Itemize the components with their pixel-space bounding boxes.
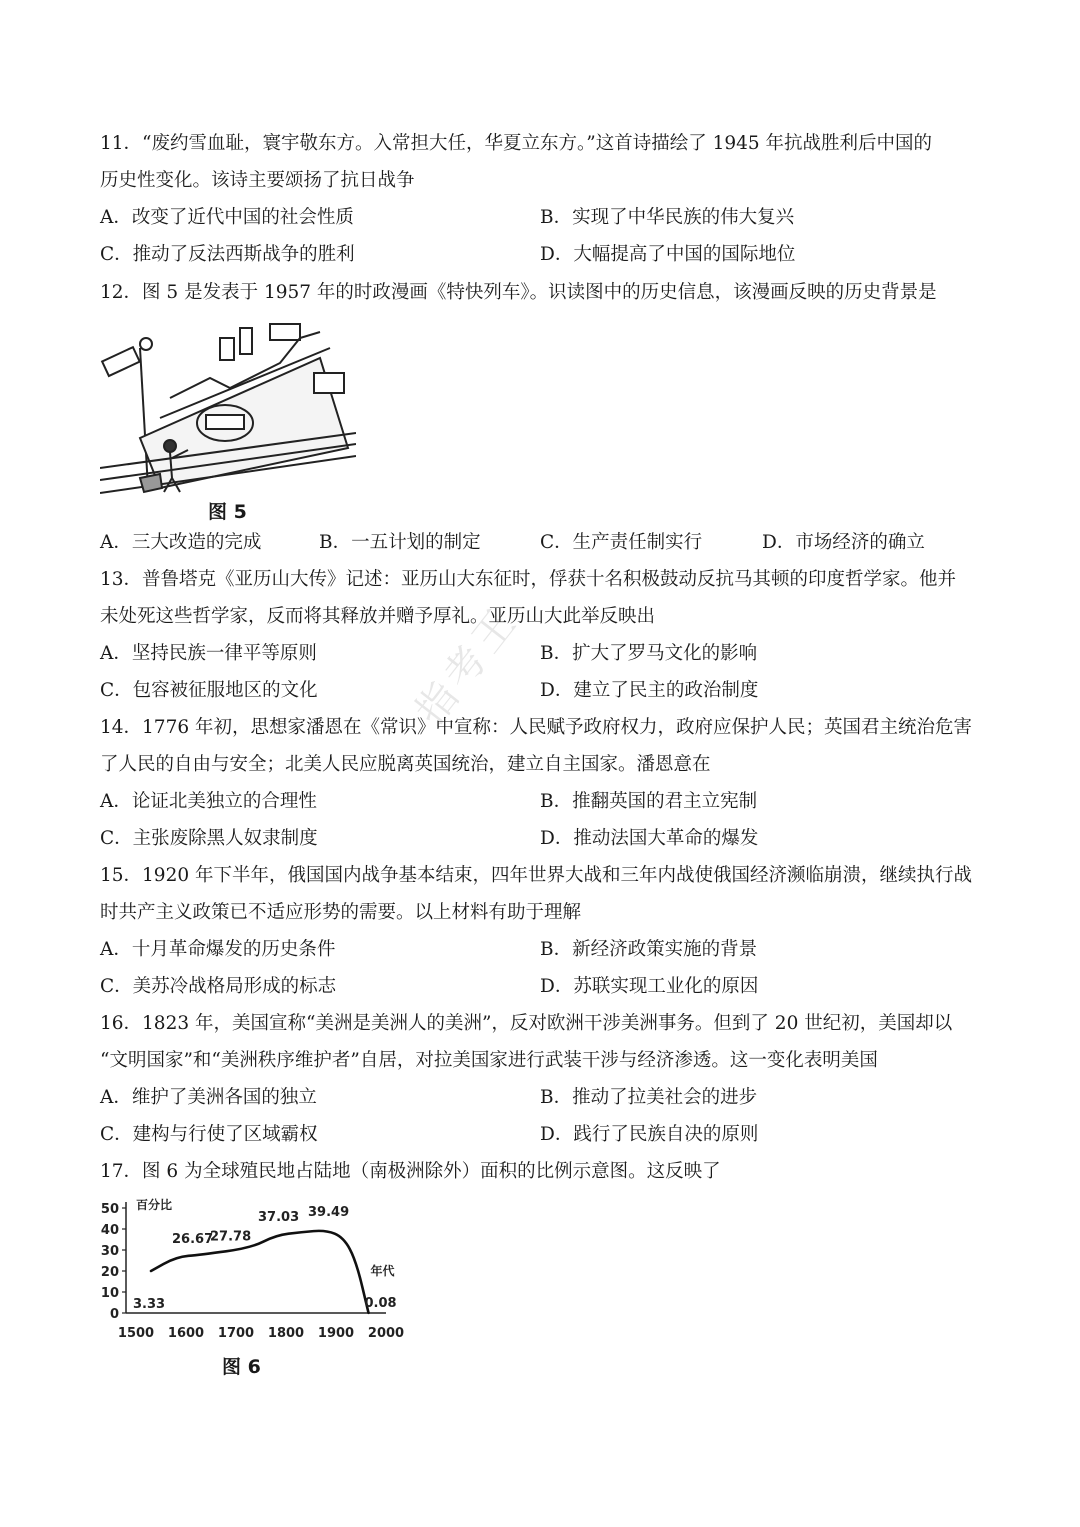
q12-option-c: C．生产责任制实行: [540, 532, 703, 553]
data-label: 3.33: [133, 1297, 166, 1313]
q15-option-a: A．十月革命爆发的历史条件: [100, 939, 336, 960]
q14-option-a: A．论证北美独立的合理性: [100, 791, 317, 812]
q14-option-d: D．推动法国大革命的爆发: [540, 828, 759, 849]
baggage: [140, 474, 162, 492]
x-tick-label: 1900: [317, 1326, 355, 1341]
y-tick-label: 20: [100, 1265, 119, 1280]
factory-block: [270, 324, 300, 340]
y-tick-label: 50: [100, 1202, 119, 1217]
y-tick-label: 0: [109, 1307, 119, 1322]
q17-stem-line1: 17．图 6 为全球殖民地占陆地（南极洲除外）面积的比例示意图。这反映了: [100, 1161, 721, 1182]
q13-option-a: A．坚持民族一律平等原则: [100, 643, 317, 664]
q11-option-c: C．推动了反法西斯战争的胜利: [100, 244, 355, 265]
q11-option-d: D．大幅提高了中国的国际地位: [540, 244, 796, 265]
q13-option-b: B．扩大了罗马文化的影响: [540, 643, 758, 664]
q14-stem-line1: 14．1776 年初，思想家潘恩在《常识》中宣称：人民赋予政府权力，政府应保护人民；英国君主统治危害: [100, 717, 973, 738]
q13-option-c: C．包容被征服地区的文化: [100, 680, 318, 701]
x-axis-label: 年代: [370, 1264, 395, 1279]
factory-chimney-2: [240, 328, 252, 354]
figure6-caption: 图 6: [222, 1356, 261, 1378]
q14-stem-line2: 了人民的自由与安全；北美人民应脱离英国统治，建立自主国家。潘恩意在: [100, 754, 711, 775]
y-axis-label: 百分比: [136, 1198, 173, 1212]
figure6-chart: [96, 1195, 406, 1345]
station-sign: [102, 347, 140, 376]
y-tick-label: 40: [100, 1223, 119, 1238]
q14-option-b: B．推翻英国的君主立宪制: [540, 791, 758, 812]
data-label: 0.08: [364, 1295, 397, 1311]
q16-stem-line2: “文明国家”和“美洲秩序维护者”自居，对拉美国家进行武装干涉与经济渗透。这一变化表明美国: [100, 1050, 878, 1071]
data-label: 27.78: [210, 1229, 252, 1245]
figure5-caption: 图 5: [208, 501, 247, 523]
q12-option-d: D．市场经济的确立: [762, 532, 925, 553]
q16-option-a: A．维护了美洲各国的独立: [100, 1087, 317, 1108]
q12-stem-line1: 12．图 5 是发表于 1957 年的时政漫画《特快列车》。识读图中的历史信息，该漫画反映的历史背景是: [100, 282, 937, 303]
q13-stem-line2: 未处死这些哲学家，反而将其释放并赠予厚礼。亚历山大此举反映出: [100, 606, 656, 627]
q11-option-b: B．实现了中华民族的伟大复兴: [540, 207, 795, 228]
x-tick-label: 1600: [167, 1326, 205, 1341]
y-tick-label: 30: [100, 1244, 119, 1259]
q16-stem-line1: 16．1823 年，美国宣称“美洲是美洲人的美洲”，反对欧洲干涉美洲事务。但到了 20 世纪初，美国却以: [100, 1013, 953, 1034]
q16-option-d: D．践行了民族自决的原则: [540, 1124, 759, 1145]
q15-stem-line1: 15．1920 年下半年，俄国国内战争基本结束，四年世界大战和三年内战使俄国经济濒临崩溃，继续执行战: [100, 865, 973, 886]
q15-stem-line2: 时共产主义政策已不适应形势的需要。以上材料有助于理解: [100, 902, 582, 923]
x-tick-label: 1500: [117, 1326, 155, 1341]
q14-option-c: C．主张废除黑人奴隶制度: [100, 828, 318, 849]
x-tick-label: 1700: [217, 1326, 255, 1341]
q15-option-b: B．新经济政策实施的背景: [540, 939, 758, 960]
q11-stem-line1: 11．“废约雪血耻，寰宇敬东方。入常担大任，华夏立东方。”这首诗描绘了 1945 年抗战胜利后中国的: [100, 133, 933, 154]
q15-option-c: C．美苏冷战格局形成的标志: [100, 976, 337, 997]
factory-chimney-1: [220, 338, 234, 360]
person-head: [164, 440, 176, 452]
signal-lamp: [140, 338, 152, 350]
signal-pole: [140, 348, 148, 488]
train-emblem-plate: [206, 415, 244, 429]
q13-option-d: D．建立了民主的政治制度: [540, 680, 759, 701]
q11-stem-line2: 历史性变化。该诗主要颂扬了抗日战争: [100, 170, 415, 191]
watermark: 指考王: [407, 596, 529, 734]
data-label: 37.03: [258, 1210, 300, 1226]
x-tick-label: 2000: [367, 1326, 405, 1341]
data-label: 26.67: [172, 1231, 214, 1247]
q13-stem-line1: 13．普鲁塔克《亚历山大传》记述：亚历山大东征时，俘获十名积极鼓动反抗马其顿的印度哲学家。他并: [100, 569, 957, 590]
y-tick-label: 10: [100, 1286, 119, 1301]
q12-option-b: B．一五计划的制定: [319, 532, 481, 553]
q11-option-a: A．改变了近代中国的社会性质: [100, 207, 354, 228]
q15-option-d: D．苏联实现工业化的原因: [540, 976, 759, 997]
q16-option-b: B．推动了拉美社会的进步: [540, 1087, 758, 1108]
data-label: 39.49: [308, 1205, 350, 1221]
q12-option-a: A．三大改造的完成: [100, 532, 262, 553]
figure5-cartoon: [100, 318, 356, 498]
q16-option-c: C．建构与行使了区域霸权: [100, 1124, 318, 1145]
side-sign: [314, 373, 344, 393]
x-tick-label: 1800: [267, 1326, 305, 1341]
